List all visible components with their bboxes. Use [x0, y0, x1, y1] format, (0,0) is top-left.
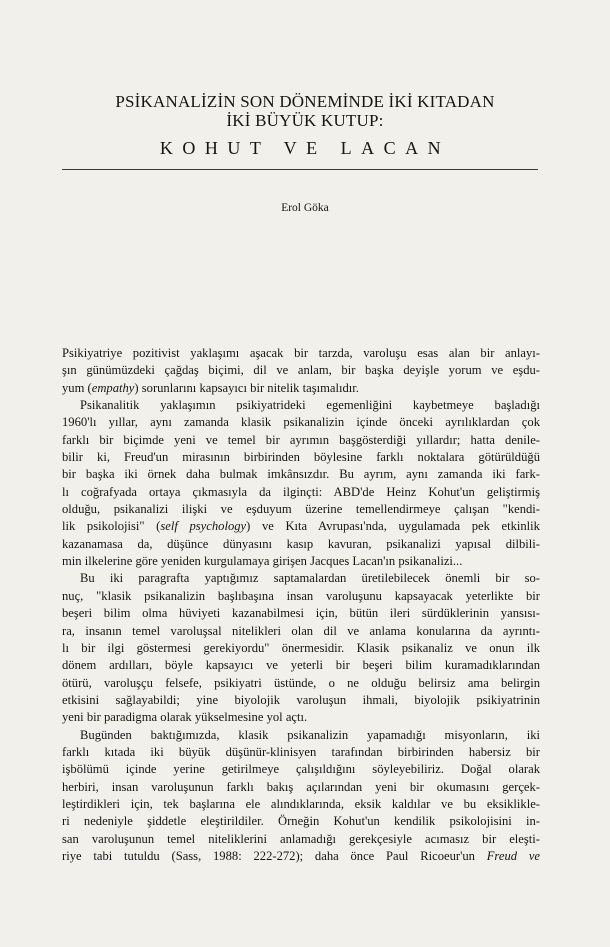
- body-line: [62, 362, 540, 379]
- body-line-text: bilir ki, Freud'un mirasının birbirinden böylesine farklı noktalara götürüldüğü: [62, 450, 540, 465]
- body-line-italic: Freud ve: [486, 848, 541, 863]
- body-line-text: yum (: [62, 380, 92, 395]
- body-line-text: herbiri, insan varoluşunun farklı bakış açılarından yeni bir okumasını gerçek-: [62, 779, 540, 794]
- body-line-text: Bu iki paragrafta yaptığımız saptamalardan üretilebilecek önemli bir so-: [80, 571, 540, 586]
- body-line: [62, 727, 540, 744]
- body-line-text: ri nedeniyle şiddetle eleştirildiler. Örneğin Kohut'un kendilik psikolojisini in-: [62, 814, 540, 829]
- title-line-2: İKİ BÜYÜK KUTUP:: [226, 111, 384, 130]
- body-line-text-continued: ) sorunlarını kapsayıcı bir nitelik taşımalıdır.: [134, 380, 359, 395]
- body-line-text: riye tabi tutuldu (Sass, 1988: 222-272); daha önce Paul Ricoeur'un: [62, 848, 487, 863]
- body-line: [62, 588, 540, 605]
- body-line-italic: empathy: [91, 380, 135, 395]
- body-line: [62, 449, 540, 466]
- body-line: [62, 414, 540, 431]
- body-line-text: nuç, "klasik psikanalizin başlıbaşına insan varoluşunu kapsayacak yeterlikte bir: [62, 588, 540, 603]
- title-divider: [62, 169, 538, 170]
- body-line-text: leştirdikleri için, tek başlarına ele alındıklarında, eksik kaldılar ve bu eksiklikle-: [62, 796, 540, 811]
- article-body: [62, 345, 540, 865]
- body-line-text: kazanamasa da, düşünce dünyasını kasıp kavuran, psikanalizi yapısal dilbili-: [62, 536, 540, 551]
- article-title: [60, 92, 550, 176]
- body-line: [62, 380, 540, 397]
- body-line-text-continued: ) ve Kıta Avrupası'nda, uygulamada pek etkinlik: [246, 519, 540, 534]
- body-line: [62, 605, 540, 622]
- body-line: [62, 484, 540, 501]
- body-line-text: ötürü, varoluşçu felsefe, psikiyatri üstünde, o ne olduğu belirsiz ama belirgin: [62, 675, 540, 690]
- body-line: [62, 432, 540, 449]
- body-line: [62, 675, 540, 692]
- body-line-text: farklı bir biçimde yeni ve temel bir ayrımın başgösterdiği yıllardır; hatta denile-: [62, 432, 540, 447]
- title-line-1: PSİKANALİZİN SON DÖNEMİNDE İKİ KITADAN: [115, 92, 495, 111]
- body-line: [62, 553, 540, 570]
- body-line-text: işbölümü içinde yerine getirilmeye çalışıldığını söyleyebiliriz. Doğal olarak: [62, 762, 540, 777]
- body-line-text: lı coğrafyada ortaya çıkmasıyla da ilginçti: ABD'de Heinz Kohut'un geliştirmiş: [62, 484, 540, 499]
- body-line: [62, 640, 540, 657]
- body-line-text: min ilkelerine göre yeniden kurgulamaya girişen Jacques Lacan'ın psikanalizi...: [62, 554, 463, 569]
- title-line-3: KOHUT VE LACAN: [159, 138, 451, 158]
- body-line: [62, 501, 540, 518]
- body-line: [62, 397, 540, 414]
- body-line: [62, 518, 540, 535]
- body-line: [62, 779, 540, 796]
- body-line: [62, 796, 540, 813]
- body-line: [62, 692, 540, 709]
- body-line: [62, 744, 540, 761]
- body-line: [62, 848, 540, 865]
- body-line-text: ra, insanın temel varoluşsal nitelikleri olan dil ve anlama konularına da ayrıntı-: [62, 623, 540, 638]
- body-line: [62, 466, 540, 483]
- body-line-text: Bugünden baktığımızda, klasik psikanalizin yapamadığı misyonların, iki: [80, 727, 540, 742]
- body-line: [62, 813, 540, 830]
- body-line-text: etkisini sağlayabildi; yine biyolojik varoluşun ihmali, biyolojik psikiyatrinin: [62, 692, 540, 707]
- body-line: [62, 345, 540, 362]
- body-line-text: bir başka iki örnek daha bulmak imkânsızdır. Bu ayrım, aynı zamanda iki fark-: [62, 467, 540, 482]
- body-line-text: beşeri bilim olma hüviyeti kazanabilmesi için, bütün ileri sürdüklerinin yansısı-: [62, 606, 540, 621]
- author-name: Erol Göka: [281, 202, 329, 214]
- body-line-text: Psikanalitik yaklaşımın psikiyatrideki egemenliğini kaybetmeye başladığı: [80, 398, 540, 413]
- body-line: [62, 831, 540, 848]
- body-line-text: olduğu, psikanalizi ilişki ve eşduyum üzerine temellendirmeye çalışan "kendi-: [62, 502, 540, 517]
- body-line: [62, 536, 540, 553]
- body-line-text: yeni bir paradigma olarak yükselmesine yol açtı.: [62, 710, 308, 725]
- body-line-text: lik psikolojisi" (: [62, 519, 161, 534]
- body-line-text: san varoluşunun temel niteliklerini anlamadığı gerekçesiyle acımasız bir eleşti-: [62, 831, 540, 846]
- body-line-text: 1960'lı yıllar, aynı zamanda klasik psikanalizin içinde önceki ayrılıklardan çok: [62, 415, 540, 430]
- body-line-text: dönem ardılları, böyle kapsayıcı ve yeterli bir beşeri bilim kuramadıklarından: [62, 658, 540, 673]
- body-line: [62, 709, 540, 726]
- body-line-text: Psikiyatriye pozitivist yaklaşımı aşacak bir tarzda, varoluşu esas alan bir anlayı-: [62, 346, 540, 360]
- body-line: [62, 570, 540, 587]
- body-line: [62, 623, 540, 640]
- body-line-text: farklı kıtada iki büyük düşünür-klinisyen tarafından birbirinden habersiz bir: [62, 744, 540, 759]
- body-line: [62, 761, 540, 778]
- body-line-italic: self psychology: [160, 519, 247, 534]
- body-line: [62, 657, 540, 674]
- body-line-text: şın günümüzdeki çağdaş biçimi, dil ve anlam, bir başka deyişle yorum ve eşdu-: [62, 363, 540, 378]
- body-line-text: lı bir ilgi göstermesi gerekiyordu" önermesidir. Klasik psikanaliz ve onun ilk: [62, 640, 540, 655]
